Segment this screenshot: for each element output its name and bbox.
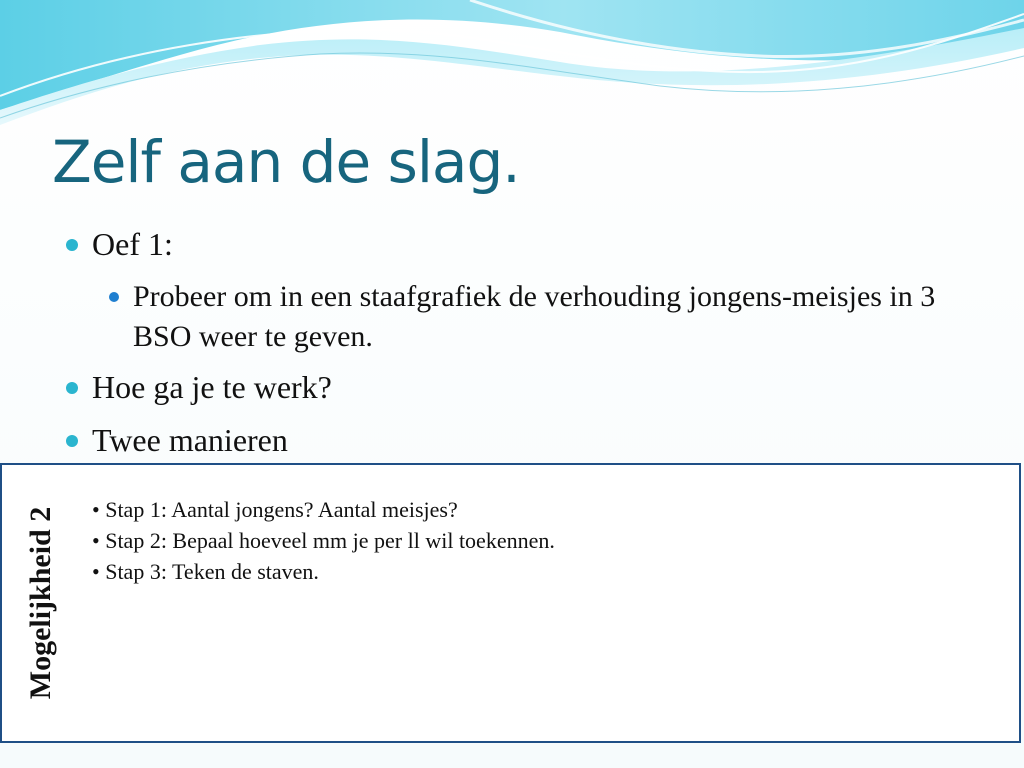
bullet-text: Hoe ga je te werk? xyxy=(92,369,332,405)
method-label: Mogelijkheid 2 xyxy=(24,506,57,700)
bullet-item xyxy=(92,226,173,263)
step-item: • Stap 2: Bepaal hoeveel mm je per ll wil toekennen. xyxy=(92,528,555,553)
step-item: • Stap 3: Teken de staven. xyxy=(92,559,319,584)
bullet-item xyxy=(92,369,332,406)
bullet-text: Twee manieren xyxy=(92,422,288,458)
slide-title: Zelf aan de slag. xyxy=(52,128,520,196)
sub-bullet-text: Probeer om in een staafgrafiek de verhouding jongens-meisjes in 3 BSO weer te geven. xyxy=(133,280,936,353)
step-item: • Stap 1: Aantal jongens? Aantal meisjes? xyxy=(92,497,458,522)
method-box xyxy=(0,463,1021,743)
decorative-wave-banner xyxy=(0,0,1024,130)
method-box-side xyxy=(2,465,80,741)
bullet-dot-icon xyxy=(66,435,78,447)
bullet-dot-icon xyxy=(66,382,78,394)
bullet-item xyxy=(92,422,288,459)
sub-bullet-item xyxy=(133,277,973,357)
steps-list xyxy=(92,494,555,587)
bullet-dot-icon xyxy=(66,239,78,251)
bullet-text: Oef 1: xyxy=(92,226,173,262)
sub-bullet-dot-icon xyxy=(109,292,119,302)
